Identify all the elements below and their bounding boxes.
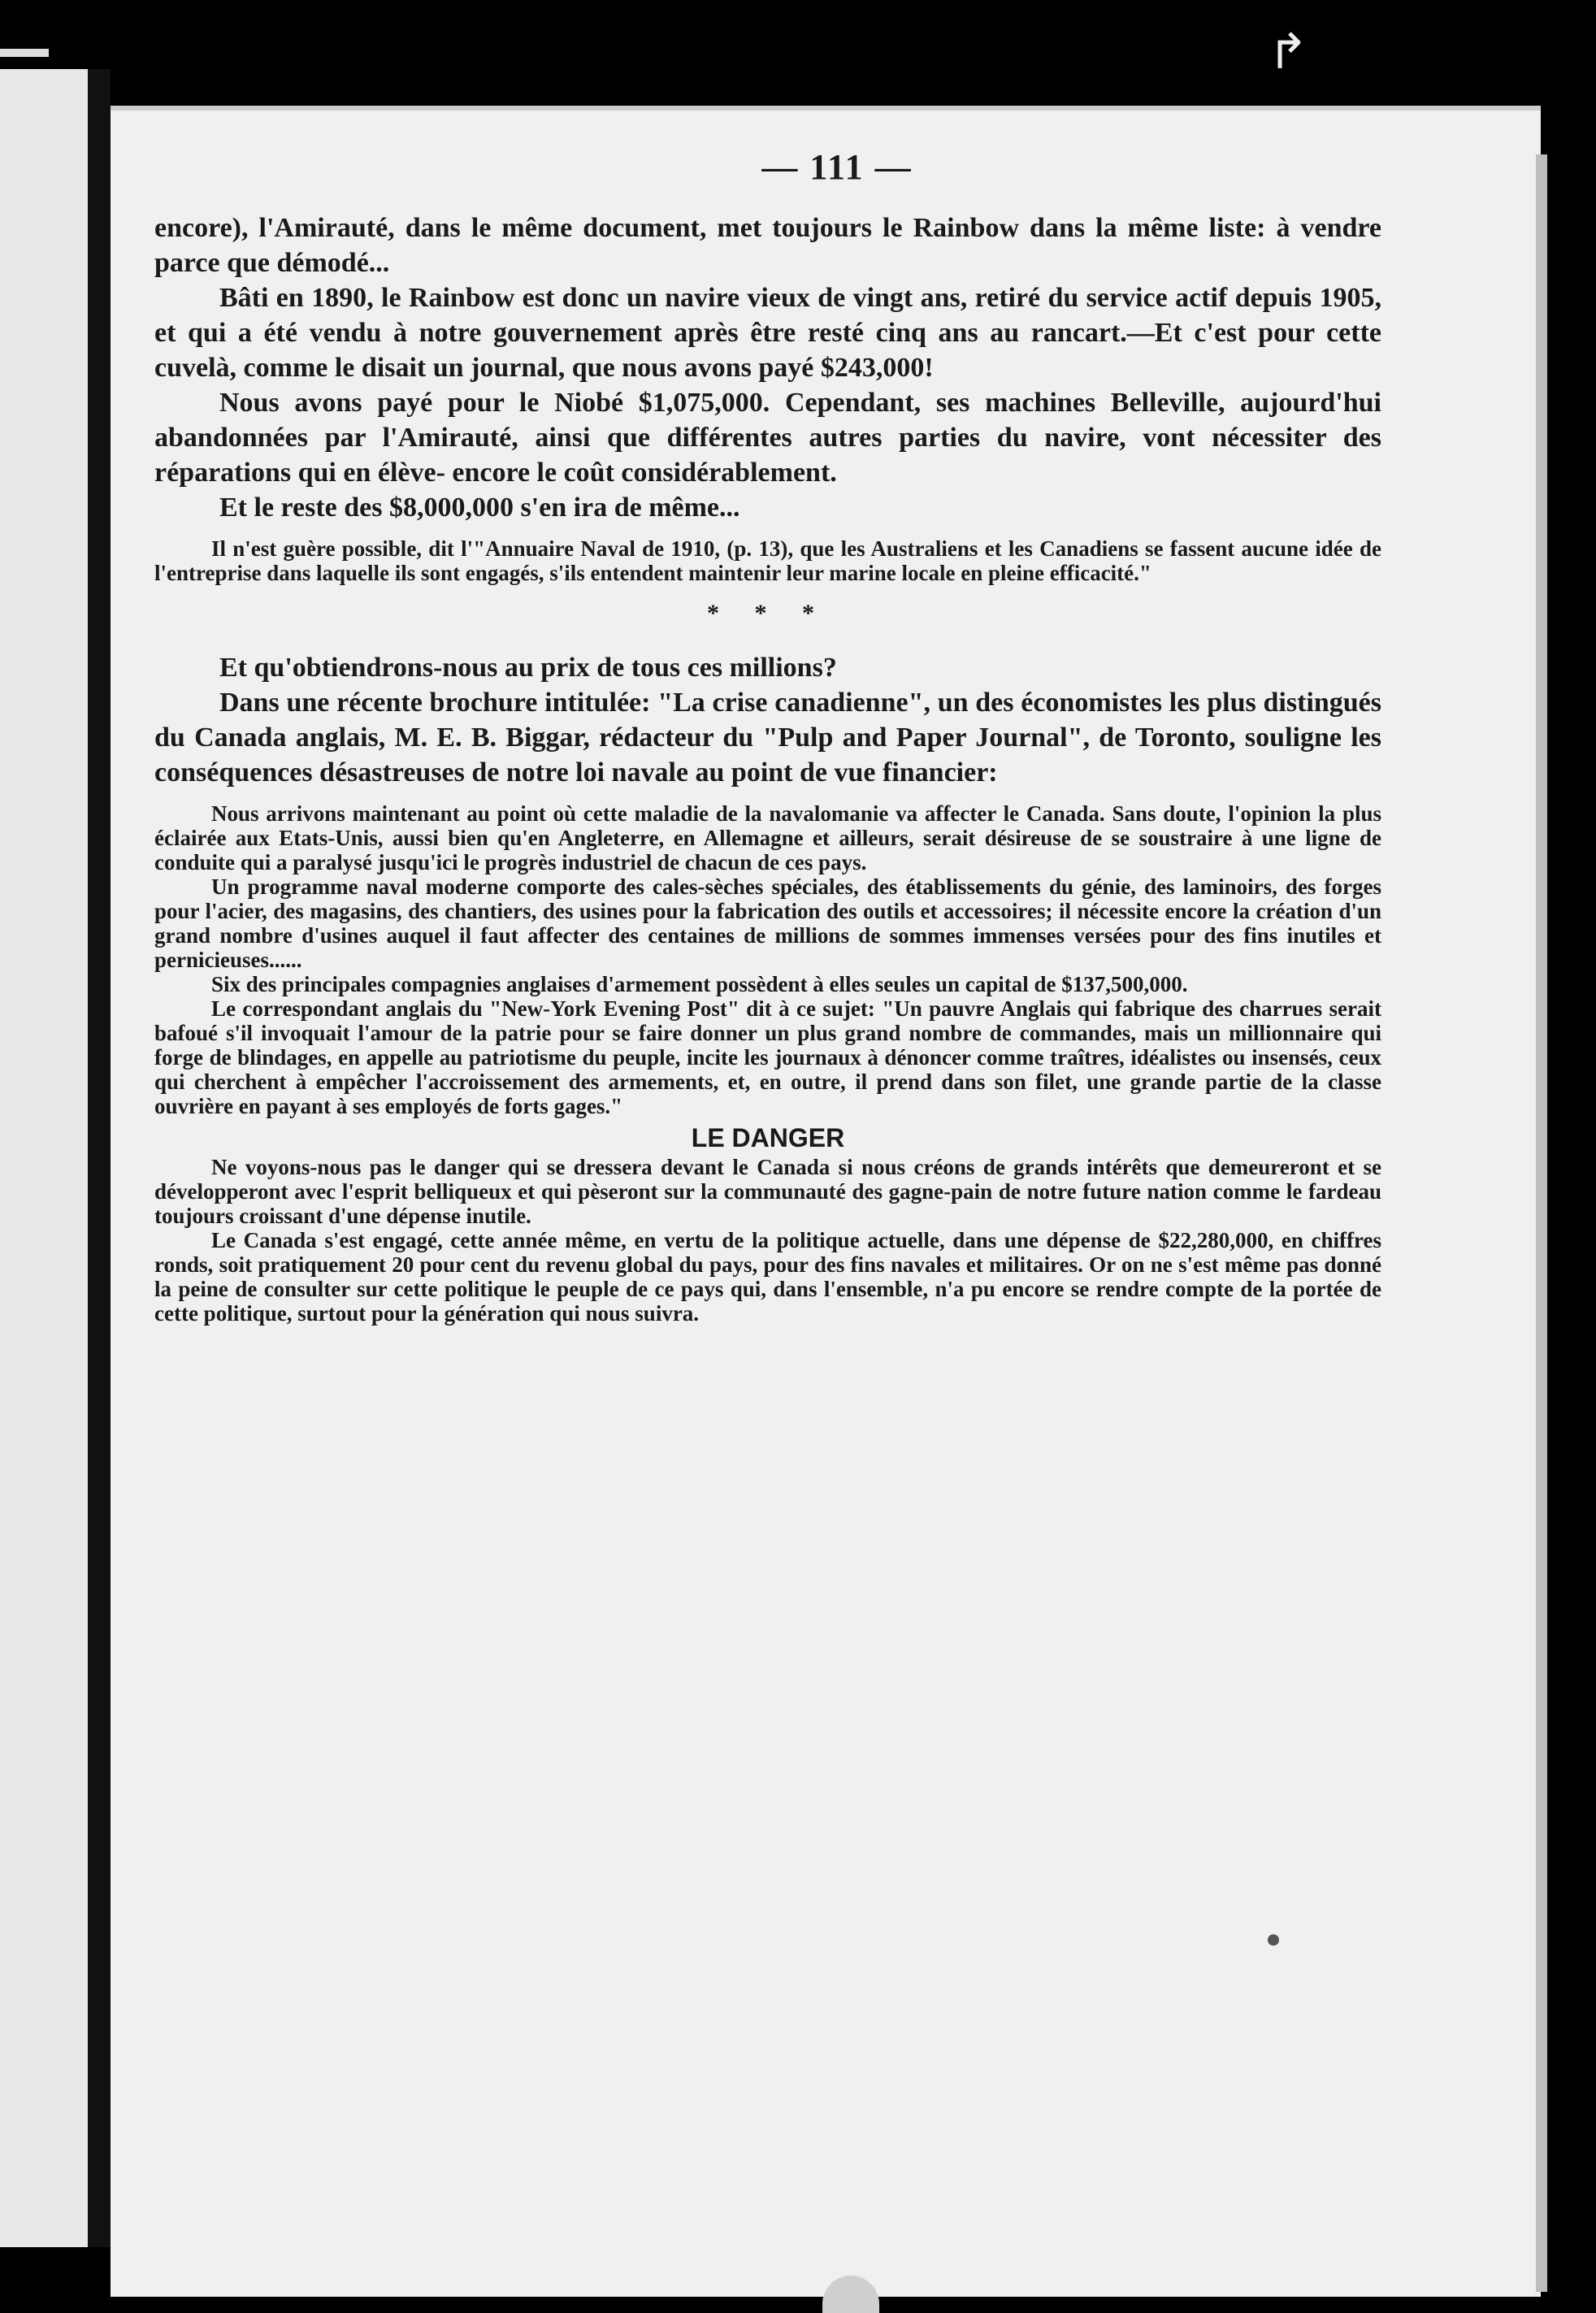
page-number: — 111 — bbox=[761, 147, 913, 187]
paragraph-2: Bâti en 1890, le Rainbow est donc un navire vieux de vingt ans, retiré du service actif depuis 1905, et qui a été vendu à notre gouvernement après être resté cinq ans au rancart.—Et c'est pour cette cuvelà, comme le disait un journal, que nous avons payé $243,000! bbox=[154, 283, 1381, 383]
scan-speck bbox=[1268, 1934, 1279, 1946]
paragraph-8: Le Canada s'est engagé, cette année même, en vertu de la politique actuelle, dans une dépense de $22,280,000, en chiffres ronds, soit pratiquement 20 pour cent du revenu global du pays, pour des fins navales et militaires. Or on ne s'est même pas donné la peine de consulter sur cette politique le peuple de ce pays qui, dans l'ensemble, n'a pu encore se rendre compte de la portée de cette politique, surtout pour la génération qui nous suivra. bbox=[154, 1228, 1381, 1326]
scan-corner-mark: ↱ bbox=[1268, 24, 1309, 80]
previous-page-edge bbox=[0, 69, 89, 2247]
quote-biggar-4: Le correspondant anglais du "New-York Evening Post" dit à ce sujet: "Un pauvre Anglais qui fabrique des charrues serait bafoué s'il invoquait l'amour de la patrie pour se faire donner un plus grand nombre de commandes, mais un millionnaire qui forge de blindages, en appelle au patriotisme du peuple, incite les journaux à dénoncer comme traîtres, idéalistes ou insensés, ceux qui cherchent à empêcher l'accroissement des armements, et, en outre, il prend dans son filet, une grande partie de la classe ouvrière en payant à ses employés de forts gages." bbox=[154, 996, 1381, 1118]
paragraph-7: Ne voyons-nous pas le danger qui se dressera devant le Canada si nous créons de grands intérêts que demeureront et se développeront avec l'esprit belliqueux et qui pèseront sur la communauté des gagne-pain de notre future nation comme le fardeau toujours croissant d'une dépense inutile. bbox=[154, 1155, 1381, 1228]
quote-biggar-1: Nous arrivons maintenant au point où cette maladie de la navalomanie va affecter le Canada. Sans doute, l'opinion la plus éclairée aux Etats-Unis, aussi bien qu'en Angleterre, en Allemagne et ailleurs, serait désireuse de se soustraire à une ligne de conduite qui a paralysé jusqu'ici le progrès industriel de chacun de ces pays. bbox=[154, 801, 1381, 874]
paragraph-1: encore), l'Amirauté, dans le même document, met toujours le Rainbow dans la même liste: à vendre parce que démodé... bbox=[154, 213, 1381, 278]
section-separator: * * * bbox=[707, 600, 829, 627]
scan-edge-mark bbox=[0, 49, 49, 57]
quote-biggar-3: Six des principales compagnies anglaises d'armement possèdent à elles seules un capital de $137,500,000. bbox=[211, 972, 1188, 996]
paragraph-3: Nous avons payé pour le Niobé $1,075,000. Cependant, ses machines Belleville, aujourd'hui abandonnées par l'Amirauté, ainsi que différentes autres parties du navire, vont nécessiter des réparations qui en élève- encore le coût considérablement. bbox=[154, 388, 1381, 488]
page-content bbox=[154, 146, 1381, 1326]
paragraph-4: Et le reste des $8,000,000 s'en ira de même... bbox=[219, 493, 740, 523]
paragraph-5: Et qu'obtiendrons-nous au prix de tous ces millions? bbox=[219, 653, 837, 683]
page-right-edge bbox=[1536, 154, 1547, 2292]
page-gutter-shadow bbox=[88, 69, 111, 2247]
quote-annuaire-naval: Il n'est guère possible, dit l'"Annuaire Naval de 1910, (p. 13), que les Australiens et les Canadiens se fassent aucune idée de l'entreprise dans laquelle ils sont engagés, s'ils entendent maintenir leur marine locale en pleine efficacité." bbox=[154, 536, 1381, 585]
quote-biggar-2: Un programme naval moderne comporte des cales-sèches spéciales, des établissements du génie, des laminoirs, des forges pour l'acier, des magasins, des chantiers, des usines pour la fabrication des outils et accessoires; il nécessite encore la création d'un grand nombre d'usines auquel il faut affecter des centaines de millions de sommes immenses versées pour des fins inutiles et pernicieuses...... bbox=[154, 874, 1381, 972]
paragraph-6: Dans une récente brochure intitulée: "La crise canadienne", un des économistes les plus distingués du Canada anglais, M. E. B. Biggar, rédacteur du "Pulp and Paper Journal", de Toronto, souligne les conséquences désastreuses de notre loi navale au point de vue financier: bbox=[154, 688, 1381, 788]
section-heading: LE DANGER bbox=[691, 1123, 845, 1152]
